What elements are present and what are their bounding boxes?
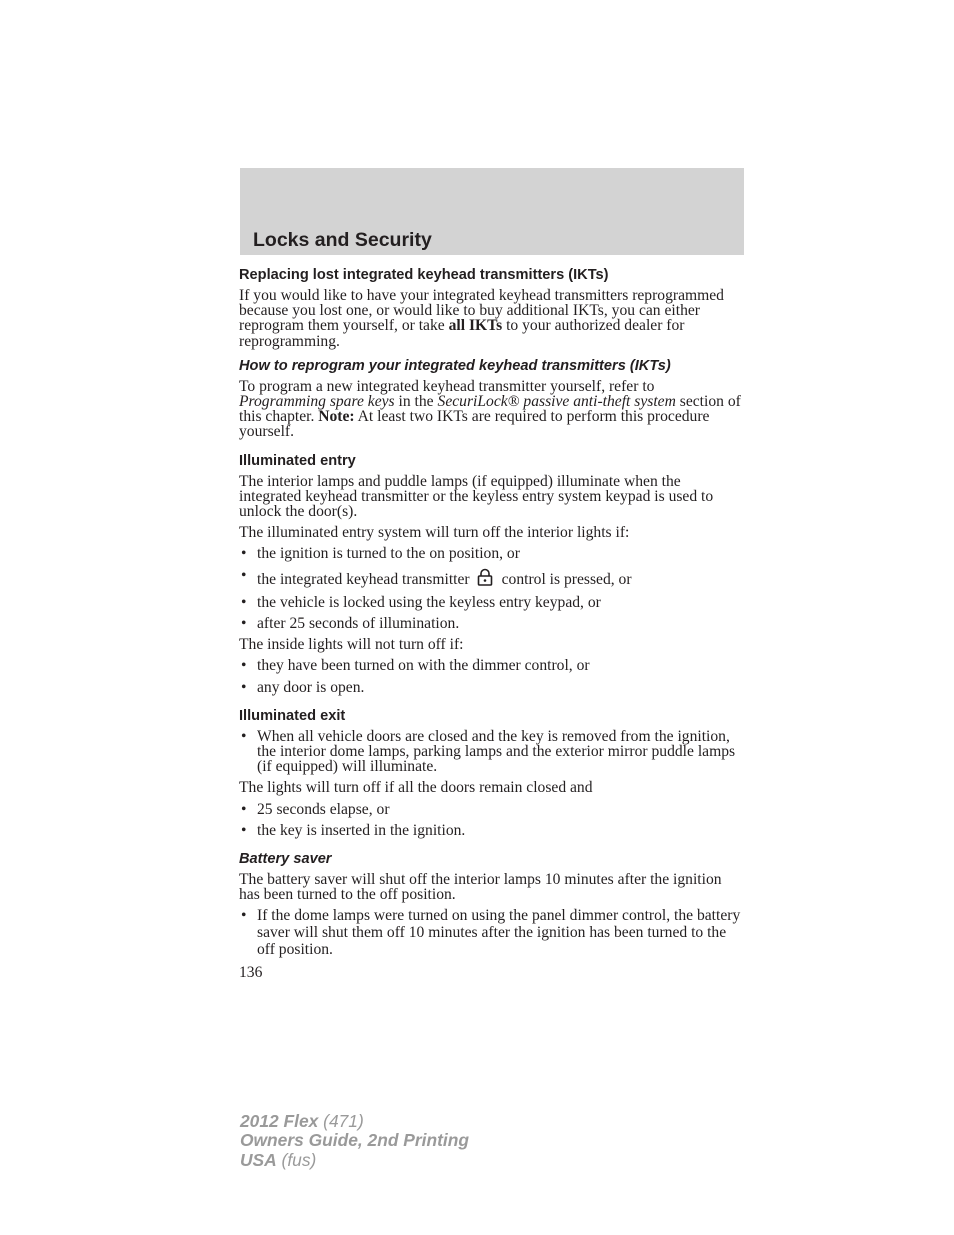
paragraph-replacing-ikts: If you would like to have your integrated keyhead transmitters reprogrammed because you lost one, or would like to buy additional IKTs, you can either reprogram them yourself, or take all IKTs to your authorized dealer for reprogramming. [239,287,724,350]
section-title: Locks and Security [253,229,432,251]
footer-line-1: 2012 Flex (471) [240,1111,364,1131]
list-exit-turn-off [239,802,745,838]
list-item: • 25 seconds elapse, or [241,800,390,818]
paragraph-exit-1: The lights will turn off if all the doors remain closed and [239,779,593,797]
list-item: • any door is open. [241,678,365,696]
list-item: • they have been turned on with the dimmer control, or [241,657,590,675]
section-banner [240,168,744,255]
note-label: Note: [318,408,355,426]
heading-battery-saver: Battery saver [239,851,332,868]
list-exit-illuminate [239,729,745,775]
list-entry-turn-off [239,546,745,631]
paragraph-entry-2: The illuminated entry system will turn off the interior lights if: [239,524,630,542]
paragraph-reprogram-ikts: To program a new integrated keyhead transmitter yourself, refer to Programming spare keys in the SecuriLock® passive anti-theft system section of this chapter. Note: At least two IKTs are required to perform this procedure yourself. [239,377,741,441]
list-item: • If the dome lamps were turned on using the panel dimmer control, the battery saver will shut them off 10 minutes after the ignition has been turned to the off position. [241,907,741,959]
heading-reprogram-ikts: How to reprogram your integrated keyhead transmitters (IKTs) [239,357,671,374]
heading-illuminated-entry: Illuminated entry [239,452,356,469]
list-item: • the integrated keyhead transmitter control is pressed, or [241,566,632,588]
bold-all-ikts: all IKTs [448,317,503,335]
footer-print-info [240,1112,469,1170]
page-number: 136 [239,963,263,981]
lock-icon [474,568,496,586]
paragraph-entry-1: The interior lamps and puddle lamps (if equipped) illuminate when the integrated keyhead transmitter or the keyless entry system keypad is used to unlock the door(s). [239,472,714,521]
footer-line-2: Owners Guide, 2nd Printing [240,1130,469,1151]
heading-replacing-ikts: Replacing lost integrated keyhead transmitters (IKTs) [239,267,609,283]
list-entry-not-turn-off [239,658,745,694]
page-content [239,266,745,980]
heading-illuminated-exit: Illuminated exit [239,707,346,724]
paragraph-entry-3: The inside lights will not turn off if: [239,636,464,654]
list-item: • after 25 seconds of illumination. [241,615,460,633]
paragraph-battery-saver: The battery saver will shut off the interior lamps 10 minutes after the ignition has been turned to the off position. [239,871,722,904]
list-battery-saver [239,908,745,958]
footer-line-3: USA (fus) [240,1149,317,1170]
list-item: • the ignition is turned to the on position, or [241,545,520,563]
list-item: • the key is inserted in the ignition. [241,821,466,839]
list-item: • the vehicle is locked using the keyless entry keypad, or [241,593,601,611]
list-item: • When all vehicle doors are closed and the key is removed from the ignition, the interior dome lamps, parking lamps and the exterior mirror puddle lamps (if equipped) will illuminate. [241,727,736,776]
